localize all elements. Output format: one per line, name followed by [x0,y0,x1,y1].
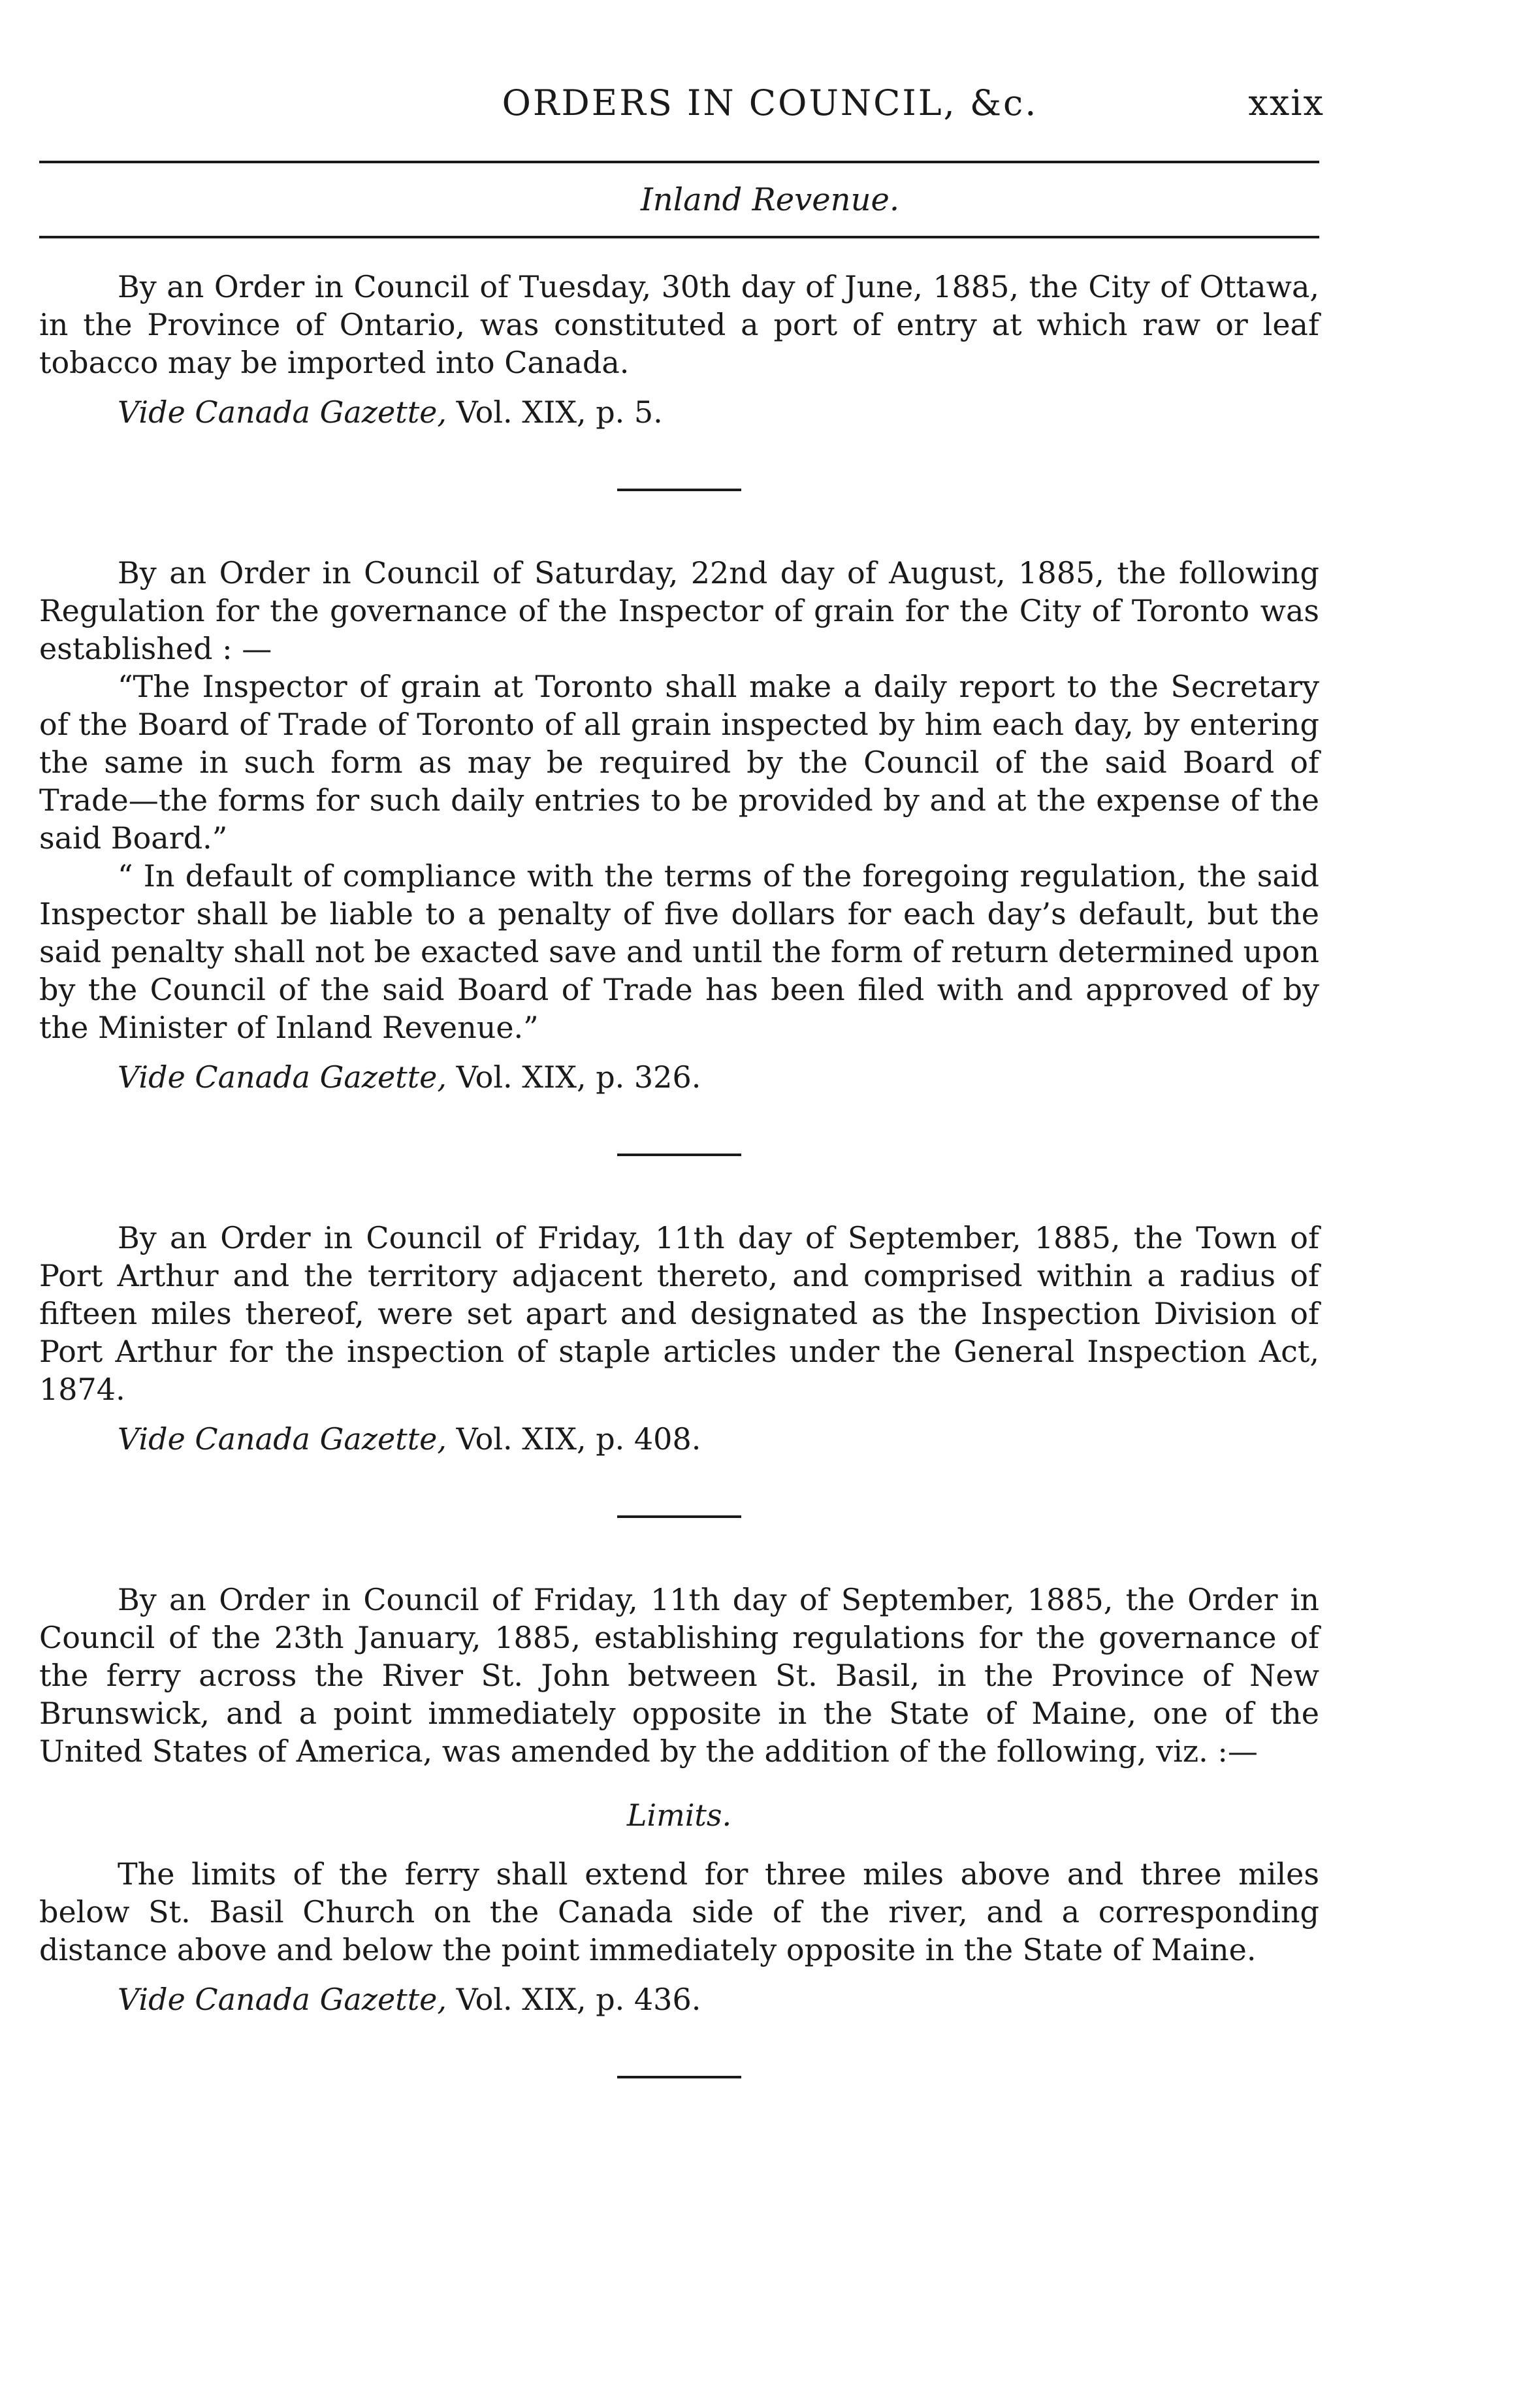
citation-prefix: Vide Canada Gazette, [118,395,447,430]
order-paragraph: By an Order in Council of Friday, 11th day of September, 1885, the Town of Port Arthur and the territory adjacent thereto, and comprised within a radius of fifteen miles thereof, were set apart and designated as the Inspection Division of Port Arthur for the inspection of staple articles under the General Inspection Act, 1874. [39,1220,1319,1407]
citation-reference: Vol. XIX, p. 408. [456,1421,701,1457]
running-head [0,77,1540,129]
running-title: ORDERS IN COUNCIL, &c. [502,82,1038,123]
header-rule-bottom [39,236,1319,238]
order-entry [39,1581,1319,2018]
gazette-citation [118,393,1319,431]
citation-reference: Vol. XIX, p. 326. [456,1059,701,1095]
section-title: Inland Revenue. [640,182,900,218]
gazette-citation [118,1058,1319,1096]
citation-prefix: Vide Canada Gazette, [118,1421,447,1457]
section-divider [617,489,741,491]
subheading: Limits. [626,1798,732,1833]
citation-reference: Vol. XIX, p. 436. [456,1982,701,2017]
citation-prefix: Vide Canada Gazette, [118,1982,447,2017]
quoted-regulation: “ In default of compliance with the terms of the foregoing regulation, the said Inspector shall be liable to a penalty of five dollars for each day’s default, but the said penalty shall not be exacted save and until the form of return determined upon by the Council of the said Board of Trade has been filed with and approved of by the Minister of Inland Revenue.” [39,858,1319,1045]
page-number: xxix [1248,82,1324,123]
citation-prefix: Vide Canada Gazette, [118,1059,447,1095]
header-rule-top [39,161,1319,163]
order-entry [39,1219,1319,1458]
quoted-regulation: “The Inspector of grain at Toronto shall make a daily report to the Secretary of the Board of Trade of Toronto of all grain inspected by him each day, by entering the same in such form as may be required by the Council of the said Board of Trade—the forms for such daily entries to be provided by and at the expense of the said Board.” [39,669,1319,856]
body-text [39,268,1319,2141]
gazette-citation [118,1420,1319,1458]
section-divider [617,1515,741,1518]
gazette-citation [118,1980,1319,2018]
order-entry [39,268,1319,431]
order-paragraph: By an Order in Council of Tuesday, 30th day of June, 1885, the City of Ottawa, in the Province of Ontario, was constituted a port of entry at which raw or leaf tobacco may be imported into Canada. [39,269,1319,380]
order-paragraph: By an Order in Council of Friday, 11th day of September, 1885, the Order in Council of the 23th January, 1885, establishing regulations for the governance of the ferry across the River St. John between St. Basil, in the Province of New Brunswick, and a point immediately opposite in the State of Maine, one of the United States of America, was amended by the addition of the following, viz. :— [39,1582,1319,1769]
order-paragraph: The limits of the ferry shall extend for three miles above and three miles below St. Basil Church on the Canada side of the river, and a corresponding distance above and below the point immediately opposite in the State of Maine. [39,1856,1319,1967]
citation-reference: Vol. XIX, p. 5. [456,395,663,430]
section-divider [617,1154,741,1156]
order-paragraph: By an Order in Council of Saturday, 22nd day of August, 1885, the following Regulation for the governance of the Inspector of grain for the City of Toronto was established : — [39,555,1319,666]
order-entry [39,554,1319,1096]
section-divider [617,2076,741,2078]
